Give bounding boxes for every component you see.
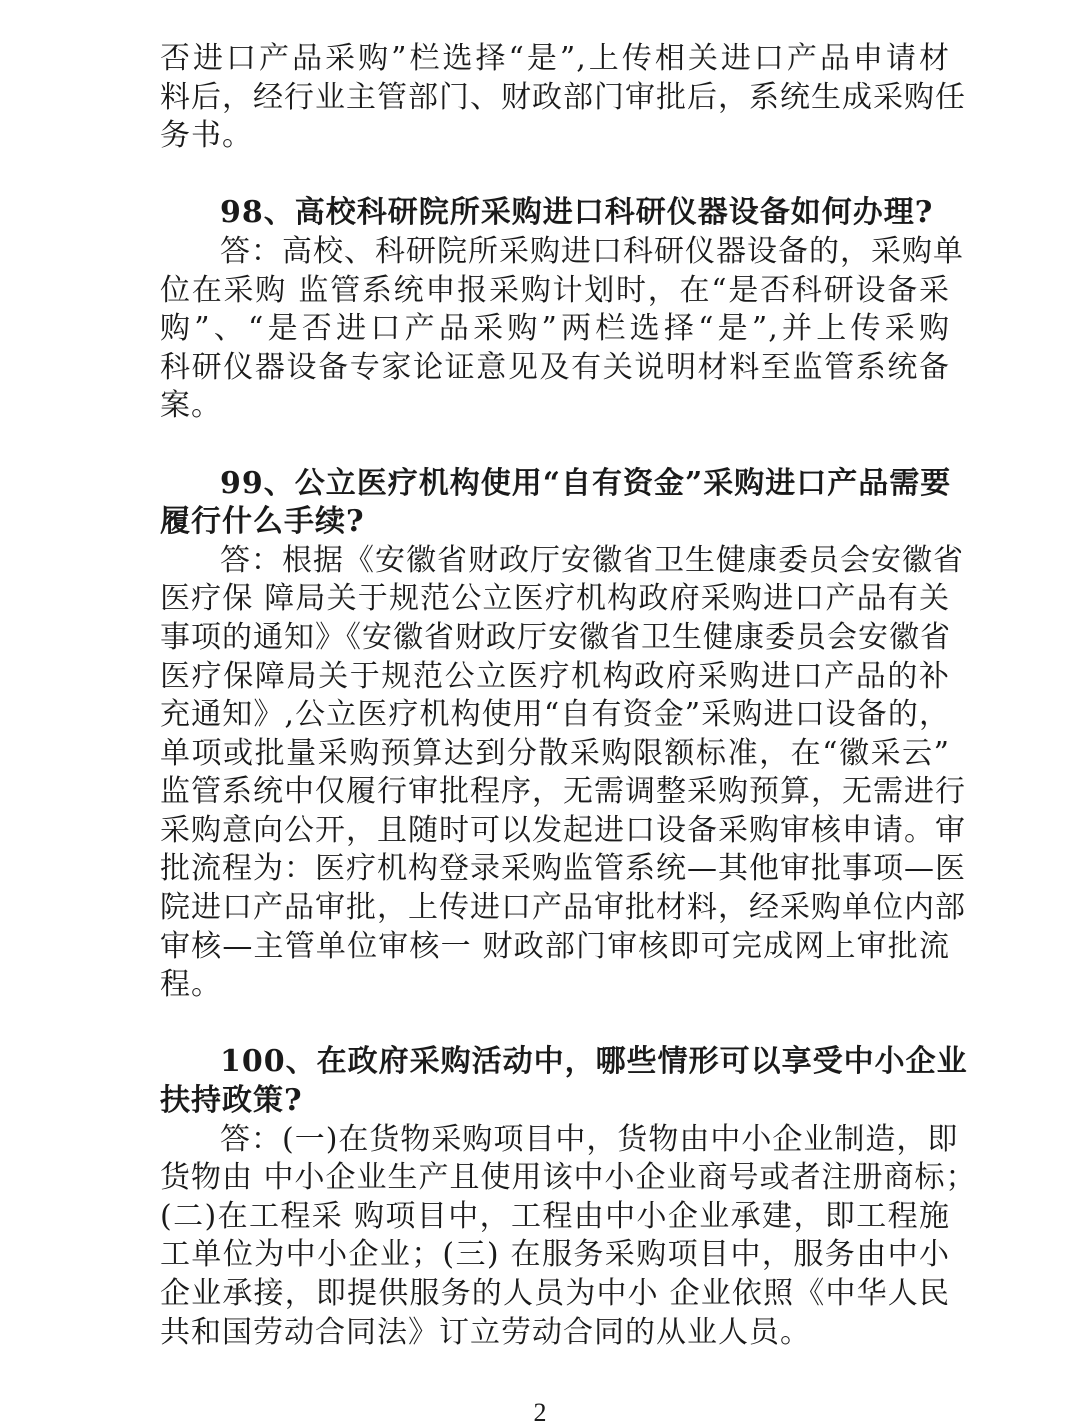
answer-line: 答：(一)在货物采购项目中，货物由中小企业制造，即 bbox=[220, 1121, 959, 1157]
answer-line: 监管系统中仅履行审批程序，无需调整采购预算，无需进行 bbox=[160, 774, 966, 810]
answer-line: 货物由 中小企业生产且使用该中小企业商号或者注册商标； bbox=[160, 1160, 977, 1196]
answer-line: 工单位为中小企业；(三) 在服务采购项目中，服务由中小 bbox=[160, 1237, 950, 1273]
page-number: 2 bbox=[533, 1398, 547, 1427]
continuation-paragraph bbox=[160, 40, 966, 156]
answer-line: 企业承接，即提供服务的人员为中小 企业依照《中华人民 bbox=[160, 1276, 950, 1311]
paragraph-gap bbox=[160, 426, 950, 465]
answer-line: 购”、“是否进口产品采购”两栏选择“是”,并上传采购 bbox=[160, 311, 950, 347]
question-heading: 100、在政府采购活动中，哪些情形可以享受中小企业 bbox=[220, 1044, 968, 1080]
text-line: 料后，经行业主管部门、财政部门审批后，系统生成采购任 bbox=[160, 79, 966, 115]
document-page bbox=[160, 40, 977, 1352]
answer-line: 答：高校、科研院所采购进口科研仪器设备的，采购单 bbox=[220, 233, 964, 269]
answer-line: 位在采购 监管系统申报采购计划时，在“是否科研设备采 bbox=[160, 272, 950, 308]
answer-line: 程。 bbox=[160, 967, 222, 1003]
question-heading: 99、公立医疗机构使用“自有资金”采购进口产品需要 bbox=[220, 465, 952, 501]
question-heading: 扶持政策? bbox=[160, 1083, 303, 1119]
answer-line: 医疗保障局关于规范公立医疗机构政府采购进口产品的补 bbox=[160, 658, 950, 694]
answer-line: 事项的通知》《安徽省财政厅安徽省卫生健康委员会安徽省 bbox=[160, 619, 951, 655]
text-line: 务书。 bbox=[160, 118, 253, 154]
question-99 bbox=[160, 465, 966, 1005]
answer-line: 案。 bbox=[160, 388, 222, 424]
question-heading: 98、高校科研院所采购进口科研仪器设备如何办理? bbox=[220, 195, 934, 231]
paragraph-gap bbox=[160, 1005, 950, 1044]
answer-line: 院进口产品审批，上传进口产品审批材料，经采购单位内部 bbox=[160, 890, 966, 926]
question-98 bbox=[160, 194, 964, 426]
paragraph-gap bbox=[160, 156, 950, 195]
text-line: 否进口产品采购”栏选择“是”,上传相关进口产品申请材 bbox=[160, 41, 950, 76]
answer-line: 采购意向公开，且随时可以发起进口设备采购审核申请。审 bbox=[160, 812, 966, 848]
answer-line: 充通知》,公立医疗机构使用“自有资金”采购进口设备的， bbox=[160, 697, 950, 733]
answer-line: 单项或批量采购预算达到分散采购限额标准，在“徽采云” bbox=[160, 735, 950, 771]
answer-line: 医疗保 障局关于规范公立医疗机构政府采购进口产品有关 bbox=[160, 581, 950, 617]
question-100 bbox=[160, 1043, 977, 1352]
answer-line: (二)在工程采 购项目中，工程由中小企业承建，即工程施 bbox=[160, 1198, 950, 1234]
answer-line: 批流程为：医疗机构登录采购监管系统—其他审批事项—医 bbox=[160, 851, 966, 887]
answer-line: 审核—主管单位审核一 财政部门审核即可完成网上审批流 bbox=[160, 928, 950, 964]
answer-line: 共和国劳动合同法》订立劳动合同的从业人员。 bbox=[160, 1314, 811, 1350]
answer-line: 答：根据《安徽省财政厅安徽省卫生健康委员会安徽省 bbox=[220, 542, 964, 578]
answer-line: 科研仪器设备专家论证意见及有关说明材料至监管系统备 bbox=[160, 349, 950, 385]
question-heading: 履行什么手续? bbox=[160, 504, 365, 540]
